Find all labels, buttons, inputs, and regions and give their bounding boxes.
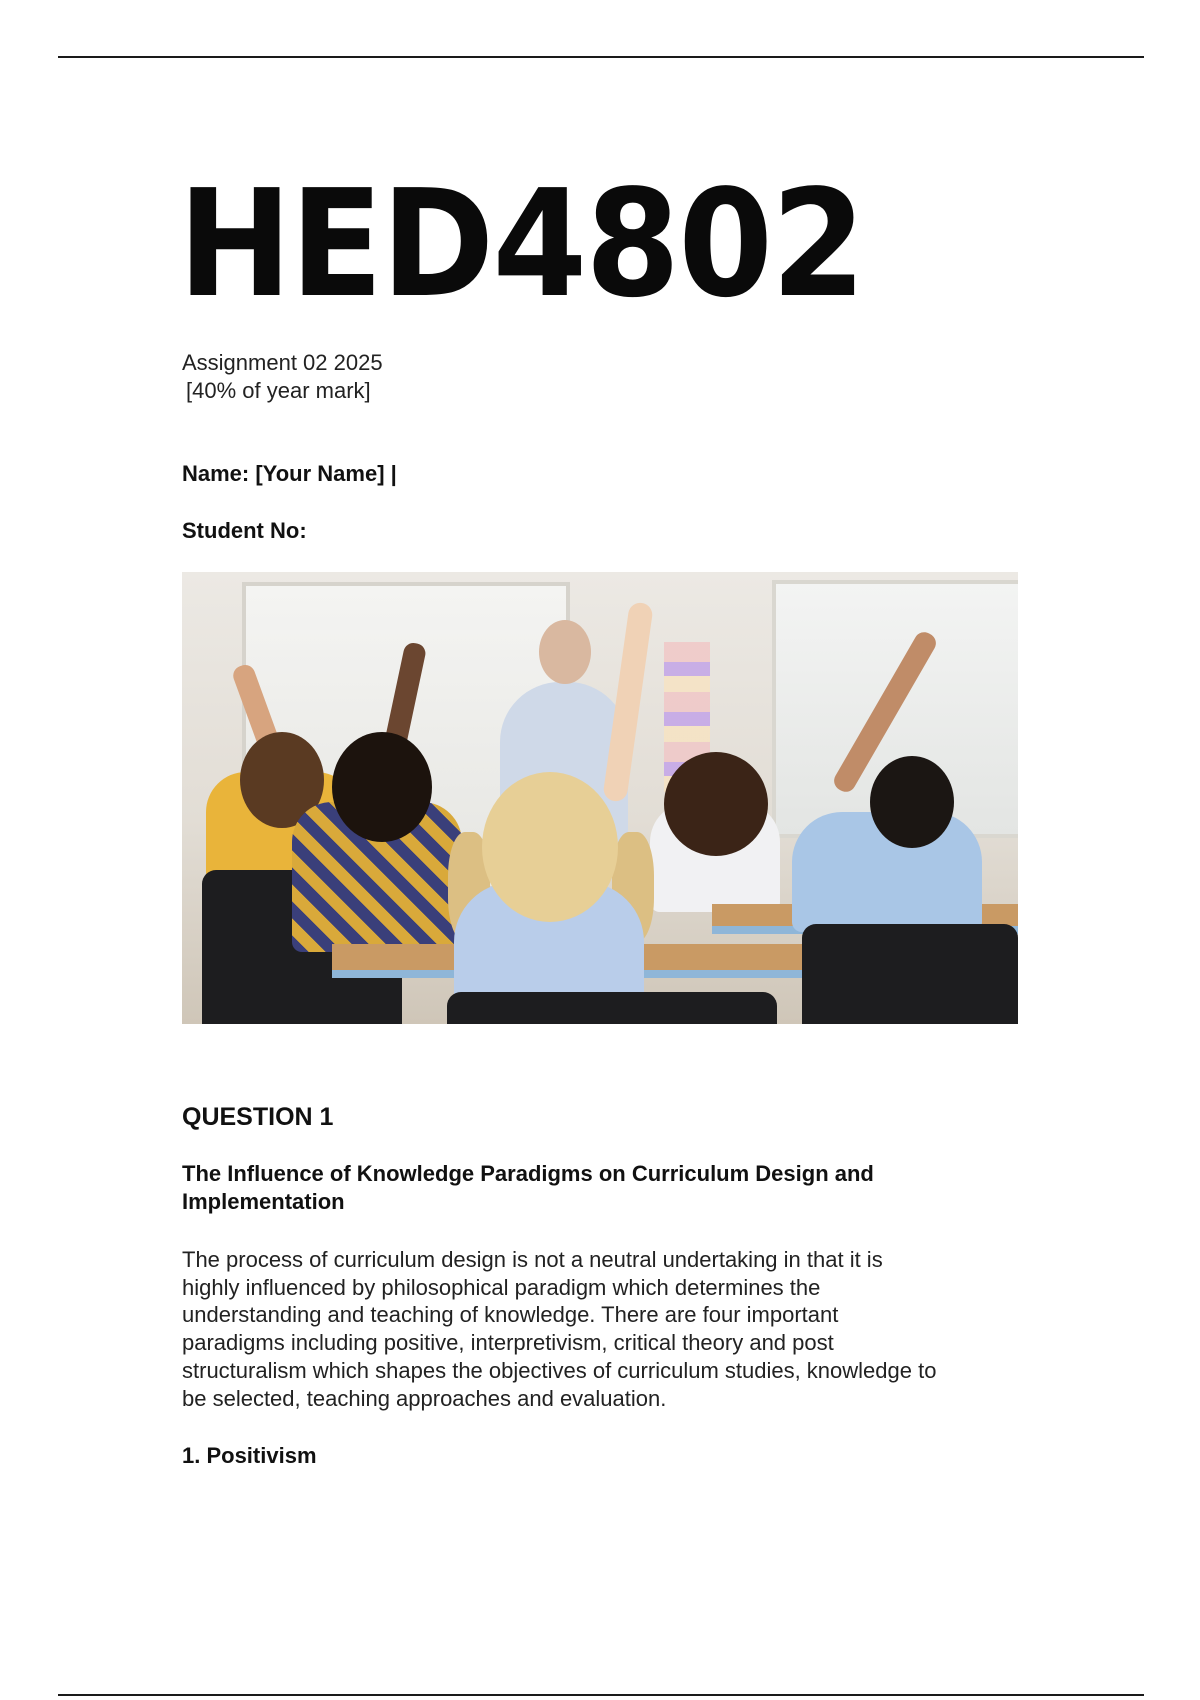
student-head (332, 732, 432, 842)
chair (802, 924, 1018, 1024)
paragraph-line: structuralism which shapes the objectives of curriculum studies, knowledge to (182, 1357, 937, 1383)
assignment-label: Assignment 02 2025 (182, 350, 383, 375)
year-mark-label: [40% of year mark] (186, 378, 371, 403)
section-title-line: Implementation (182, 1189, 345, 1214)
name-field-label: Name: [Your Name] | (182, 461, 397, 486)
positivism-heading: 1. Positivism (182, 1443, 317, 1468)
student-head (664, 752, 768, 856)
classroom-photo (182, 572, 1018, 1024)
intro-paragraph (182, 1246, 1022, 1412)
section-title-line: The Influence of Knowledge Paradigms on Curriculum Design and (182, 1161, 874, 1186)
student-head (870, 756, 954, 848)
chair (447, 992, 777, 1024)
paragraph-line: paradigms including positive, interpretivism, critical theory and post (182, 1330, 834, 1356)
paragraph-line: be selected, teaching approaches and evaluation. (182, 1385, 667, 1411)
section-title (182, 1160, 982, 1216)
bottom-rule (58, 1694, 1144, 1696)
paragraph-line: The process of curriculum design is not a neutral undertaking in that it is (182, 1247, 883, 1272)
paragraph-line: understanding and teaching of knowledge. There are four important (182, 1302, 839, 1328)
question-title: QUESTION 1 (182, 1103, 334, 1131)
teacher-head (539, 620, 591, 684)
course-code-title: HED4802 (178, 158, 865, 330)
student-head (482, 772, 618, 922)
top-rule (58, 56, 1144, 58)
student-number-label: Student No: (182, 518, 307, 543)
paragraph-line: highly influenced by philosophical paradigm which determines the (182, 1274, 821, 1300)
